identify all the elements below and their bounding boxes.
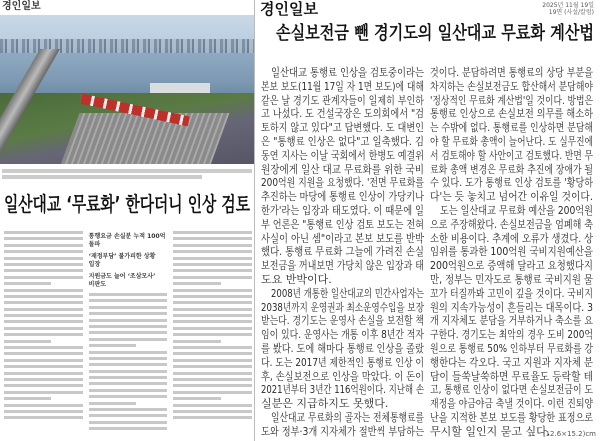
body-text-line	[173, 327, 252, 330]
body-text-line	[4, 352, 83, 355]
body-column-2	[430, 66, 593, 439]
text-line: 를 봤다. 도에 해마다 통행료 인상을 졸랐	[261, 341, 424, 355]
text-line: 후, 손실보전으로 인상을 막았다. 이 돈이	[261, 369, 424, 383]
body-text-line	[89, 408, 168, 411]
body-text-line	[89, 357, 168, 360]
text-line: 는 수밖에 없다. 통행료를 인상하면 분담해	[430, 121, 593, 135]
body-text-line	[4, 397, 51, 400]
body-text-line	[173, 269, 252, 272]
text-line: 무시할 일인지 묻고 싶다.	[430, 424, 551, 438]
bridge-aerial-photo	[0, 15, 254, 164]
text-line: 본보 보도(11월 17일 자 1면 보도)에 대해	[261, 79, 424, 93]
text-line: 난을 지적한 본보 보도를 황당한 표정으로	[430, 410, 593, 424]
text-line: 다'는 듯 놓치고 넘어간 이유일 것이다.	[430, 190, 593, 204]
text-line: 2008년 개통한 일산대교의 민간사업자는	[271, 286, 424, 300]
text-line: 같은 날 경기도 관계자들이 일제히 부인하	[261, 93, 424, 107]
body-text-line	[4, 314, 83, 317]
body-text-line	[4, 346, 83, 349]
text-line: 구한다. 경기도는 최악의 경우 도비 200억	[430, 328, 593, 342]
editorial-article	[256, 0, 600, 441]
body-text-line	[89, 427, 168, 430]
subheading: ‘재정부담’ 불가피한 상황 입장	[88, 253, 156, 268]
body-text-line	[4, 384, 83, 387]
text-line: 했다. 통행료 무료화 그늘에 가려진 손실	[261, 245, 424, 259]
body-text-line	[89, 351, 168, 354]
body-text-line	[173, 416, 252, 419]
body-text-line	[4, 391, 83, 394]
body-text-line	[89, 421, 168, 424]
text-line: 부 언론은 "통행료 인상 검토 보도는 전혀	[261, 217, 424, 231]
body-text-line	[173, 314, 252, 317]
body-text-line	[173, 404, 252, 407]
text-line: 한가'라는 입장과 태도였다. 이 때문에 일	[261, 203, 424, 217]
body-text-line	[89, 338, 168, 341]
body-text-line	[4, 365, 83, 368]
left-article-clipping	[0, 0, 255, 441]
text-line: 개 지자체도 분담을 거부하거나 축소를 요	[430, 314, 593, 328]
body-text-line	[173, 410, 252, 413]
body-text-line	[173, 244, 252, 247]
text-line: 원의 지속가능성이 흔들리는 대목이다. 3	[430, 300, 593, 314]
body-text-line	[173, 289, 252, 292]
body-text-line	[89, 382, 168, 385]
body-text-line	[4, 378, 83, 381]
body-text-line	[89, 312, 168, 315]
body-text-line	[173, 320, 252, 323]
photo-caption	[2, 167, 252, 181]
left-body	[4, 231, 252, 436]
text-line: 은 "통행료 인상은 없다"고 일축했다. 김	[261, 134, 424, 148]
text-line: 차지하는 손실보전금도 합산해서 분담해야	[430, 79, 593, 93]
body-text-line	[89, 331, 168, 334]
body-text-line	[89, 376, 168, 379]
body-text-line	[173, 250, 252, 253]
text-line: 사실이 아닌 셈"이라고 본보 보도를 반박	[261, 231, 424, 245]
body-text-line	[4, 416, 83, 419]
text-line: 동연 지사는 이날 국회에서 한병도 예결위	[261, 148, 424, 162]
body-text-line	[4, 404, 83, 407]
body-text-line	[173, 372, 252, 375]
body-text-line	[4, 244, 83, 247]
text-line: 200억원으로 증액해 달라고 요청했다지	[430, 259, 593, 273]
body-text-line	[173, 378, 252, 381]
body-column-1	[261, 66, 424, 439]
body-text-line	[89, 363, 168, 366]
text-line: 통행료 인상으로 손실보전 의무를 해소하	[430, 107, 593, 121]
body-text-line	[173, 333, 252, 336]
text-line: 소한 비용이다. 추계에 오류가 생겼다. 상	[430, 231, 593, 245]
body-text-line	[173, 282, 220, 285]
body-text-line	[4, 308, 83, 311]
body-text-line	[4, 327, 83, 330]
body-text-line	[173, 397, 220, 400]
text-line: 일산대교 통행료 인상을 검토중이라는	[271, 66, 424, 79]
text-line: 수 있다. 도가 통행료 인상 검토를 '황당하	[430, 176, 593, 190]
text-line: '정상적인 무료화 계산법'일 것이다. 방법은	[430, 93, 593, 107]
masthead-logo: 경인일보	[2, 1, 41, 12]
body-text-line	[4, 282, 51, 285]
body-text-line	[89, 414, 168, 417]
article-size: (12.6×15.2)cm	[542, 430, 596, 438]
body-text-line	[173, 308, 252, 311]
text-line: 도요 반박이다.	[261, 272, 332, 286]
text-line: 료화 총액 변경은 무료화 추진에 장애가 될	[430, 162, 593, 176]
body-text-line	[4, 410, 83, 413]
body-text-line	[173, 359, 252, 362]
text-line: 2038년까지 운영권과 최소운영수입을 보장	[261, 300, 424, 314]
text-line: 원으로 통행료 50% 인하부터 무료화를 강	[430, 341, 593, 355]
subheading: 통행요금 손실분 누적 100억 돌파	[88, 233, 166, 248]
body-text-line	[89, 319, 168, 322]
body-text-line	[173, 295, 252, 298]
body-text-line	[4, 257, 83, 260]
text-line: 실분은 지급하지도 못했다.	[261, 397, 389, 411]
body-text-line	[173, 276, 252, 279]
body-text-line	[173, 257, 252, 260]
body-text-line	[89, 293, 168, 296]
body-text-line	[173, 231, 252, 234]
body-text-line	[173, 340, 220, 343]
text-line: 으로 주장해왔다. 손실보전금을 엄폐해 축	[430, 217, 593, 231]
date-info: 2025년 11월 19일 19면 (사설/칼럼)	[542, 2, 594, 16]
body-text-line	[89, 344, 136, 347]
body-text-line	[89, 299, 168, 302]
text-line: 200억원 지원을 요청했다. '전면 무료화를	[261, 176, 424, 190]
body-text-line	[173, 384, 252, 387]
text-line: 받는다. 경기도는 운영사 손실을 보전할 책	[261, 314, 424, 328]
body-text-line	[173, 237, 252, 240]
body-text-line	[4, 231, 83, 234]
body-text-line	[89, 306, 168, 309]
body-text-line	[89, 389, 168, 392]
body-text-line	[4, 340, 51, 343]
text-line: 고 나섰다. 도 건설국장은 도의회에서 "검	[261, 107, 424, 121]
subheading: 지원금도 늘어 ‘조삼모사’ 비판도	[88, 273, 156, 288]
text-line: 토하지 않고 있다"고 답변했다. 도 대변인	[261, 121, 424, 135]
body-text-line	[4, 359, 83, 362]
body-text-line	[173, 346, 252, 349]
body-text-line	[89, 402, 136, 405]
text-line: 일산대교 무료화의 골자는 전체통행료를	[271, 410, 424, 424]
body-text-line	[4, 372, 83, 375]
body-text-line	[89, 370, 168, 373]
body-text-line	[173, 391, 252, 394]
text-line: 야 할 무료화 총액이 늘어난다. 도 실무진에	[430, 134, 593, 148]
text-line: 보전금을 꺼내보면 가당치 않은 입장과 태	[261, 259, 424, 273]
body-text-line	[173, 301, 252, 304]
text-line: 만, 정부는 민자도로 통행료 국비지원 물	[430, 272, 593, 286]
body-text-line	[4, 320, 83, 323]
body-text-line	[4, 301, 83, 304]
body-text-line	[173, 365, 252, 368]
body-text-line	[4, 269, 83, 272]
text-line: 고, 통행료 인상이 없다면 손실보전금이 도	[430, 383, 593, 397]
body-text-line	[4, 250, 83, 253]
text-line: 재정을 야금야금 축낼 것이다. 이런 진퇴양	[430, 397, 593, 411]
text-line: 것이다. 분담하려면 통행료의 상당 부분을	[430, 66, 593, 79]
text-line: 도는 일산대교 무료화 예산을 200억원	[440, 203, 593, 217]
text-line: 추진하는 마당에 통행료 인상이 가당키나	[261, 190, 424, 204]
body-text-line	[4, 276, 83, 279]
text-line: 임위를 통과한 100억원 국비지원예산을	[430, 245, 593, 259]
editorial-headline: 손실보전금 뺀 경기도의 일산대교 무료화 계산법	[276, 23, 594, 44]
body-text-line	[4, 263, 83, 266]
body-text-line	[173, 263, 252, 266]
body-text-line	[173, 352, 252, 355]
body-text-line	[4, 333, 83, 336]
body-text-line	[4, 289, 83, 292]
masthead-logo: 경인일보	[260, 0, 318, 18]
text-line: 꼬가 터질까봐 고민이 깊을 것이다. 국비지	[430, 286, 593, 300]
text-line: 행한다는 각오다. 국고 지원과 지자체 분	[430, 355, 593, 369]
text-line: 도와 정부·3개 지자체가 절반씩 부담하는	[261, 424, 424, 438]
text-line: 2021년부터 3년간 116억원이다. 지난해 손	[261, 383, 424, 397]
text-line: 담이 들쑥날쑥하면 무료율도 등락할 테	[430, 369, 593, 383]
text-line: 원장에게 일산 대교 무료화를 위한 국비	[261, 162, 424, 176]
body-text-line	[4, 237, 83, 240]
text-line: 다. 도는 2017년 제한적인 통행료 인상 이	[261, 355, 424, 369]
body-text-line	[89, 395, 168, 398]
body-text-line	[89, 325, 168, 328]
left-headline: 일산대교 ‘무료화’ 한다더니 인상 검토	[4, 192, 251, 216]
text-line: 임이 있다. 운영사는 개통 이후 8년간 적자	[261, 328, 424, 342]
body-text-line	[4, 295, 83, 298]
text-line: 서 검토해야 할 사안이고 검토했다. 반면 무	[430, 148, 593, 162]
